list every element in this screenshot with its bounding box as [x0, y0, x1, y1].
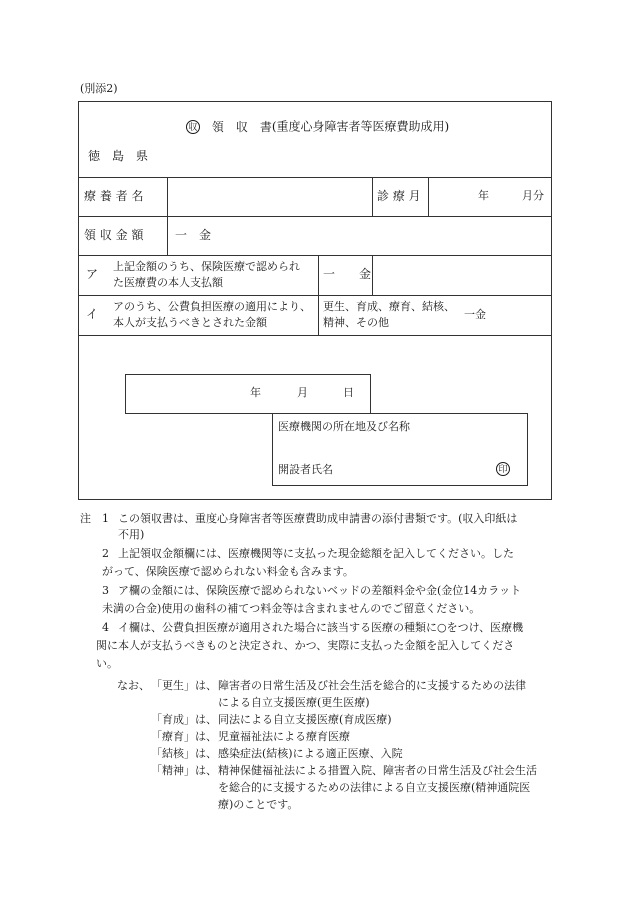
visit-month-divider-left	[372, 177, 373, 216]
visit-month-suffix: 月分	[522, 189, 544, 202]
received-amount-prefix: 一 金	[175, 228, 212, 242]
date-month-label: 月	[297, 386, 308, 399]
table-rule-4	[78, 295, 552, 296]
patient-name-field[interactable]	[172, 190, 368, 206]
def-seishin-term: 「精神」は、	[151, 764, 217, 777]
row-i-amount-prefix: 一金	[464, 308, 486, 321]
def-seishin-line-2: を総合的に支援するための法律による自立支援医療(精神通院医	[218, 781, 531, 794]
attachment-label: (別添2)	[80, 82, 118, 95]
received-amount-label: 領 収 金 額	[84, 228, 144, 242]
def-kekkaku-term: 「結核」は、	[151, 747, 217, 760]
seal-mark-text: 印	[496, 462, 510, 476]
def-seishin-line-1: 精神保健福祉法による措置入院、障害者の日常生活及び社会生活	[218, 764, 537, 777]
row-a-right-divider	[372, 255, 373, 295]
institution-label: 医療機関の所在地及び名称	[278, 420, 410, 433]
row-i-line-2: 本人が支払うべきとされた金額	[113, 316, 267, 329]
row-a-line-2: た医療費の本人支払額	[113, 276, 223, 289]
patient-label-divider	[167, 177, 168, 255]
note-1-line-2: 不用)	[118, 528, 145, 541]
note-2-line-2: がって、保険医療で認められない料金も含みます。	[102, 565, 354, 578]
visit-year-label: 年	[478, 189, 489, 202]
date-year-label: 年	[250, 386, 261, 399]
note-1-line-1: この領収書は、重度心身障害者等医療費助成申請書の添付書類です。(収入印紙は	[118, 512, 518, 525]
def-ryouiku-line-1: 児童福祉法による療育医療	[218, 730, 350, 743]
note-3-line-2: 未満の合金)使用の歯科の補てつ料金等は含まれませんのでご留意ください。	[102, 602, 481, 615]
row-i-line-1: アのうち、公費負担医療の適用により、	[113, 300, 311, 313]
note-3-line-1: ア欄の金額には、保険医療で認められないベッドの差額料金や金(金位14カラット	[118, 584, 522, 597]
def-ikusei-line-1: 同法による自立支援医療(育成医療)	[218, 713, 392, 726]
row-i-types-line-2[interactable]: 精神、その他	[323, 316, 389, 329]
row-a-line-1: 上記金額のうち、保険医療で認められ	[113, 260, 300, 273]
notes-nao: なお、	[117, 679, 150, 692]
note-4-num: 4	[102, 621, 109, 634]
notes-head: 注	[80, 512, 91, 525]
date-day-label: 日	[343, 386, 354, 399]
row-a-marker: ア	[86, 267, 99, 281]
prefecture-label: 徳 島 県	[88, 149, 149, 163]
table-rule-5	[78, 335, 552, 336]
def-kousei-line-2: による自立支援医療(更生医療)	[218, 696, 370, 709]
title-text: 領 収 書	[211, 119, 272, 134]
seal-mark-icon	[496, 462, 510, 476]
note-2-num: 2	[102, 547, 109, 560]
def-kousei-term: 「更生」は、	[151, 679, 217, 692]
def-kekkaku-line-1: 感染症法(結核)による適正医療、入院	[218, 747, 403, 760]
row-i-marker: イ	[86, 307, 99, 321]
def-ikusei-term: 「育成」は、	[151, 713, 217, 726]
date-box	[125, 374, 371, 414]
note-1-num: 1	[102, 512, 109, 525]
title-subtitle: (重度心身障害者等医療費助成用)	[271, 119, 450, 134]
note-2-line-1: 上記領収金額欄には、医療機関等に支払った現金総額を記入してください。した	[118, 547, 514, 560]
receipt-title	[186, 120, 449, 134]
stamp-mark-icon: 収	[186, 120, 200, 134]
note-4-line-3: い。	[96, 657, 118, 670]
def-seishin-line-3: 療)のことです。	[218, 798, 299, 811]
def-ryouiku-term: 「療育」は、	[151, 730, 217, 743]
table-rule-3	[78, 255, 552, 256]
table-rule-1	[78, 177, 552, 178]
note-4-line-2: 関に本人が支払うべきものと決定され、かつ、実際に支払った金額を記入してくださ	[96, 639, 515, 652]
visit-month-label: 診 療 月	[377, 189, 421, 203]
def-kousei-line-1: 障害者の日常生活及び社会生活を総合的に支援するための法律	[218, 679, 526, 692]
row-a-amount-prefix: 一 金	[323, 267, 372, 281]
patient-name-label: 療 養 者 名	[84, 189, 144, 203]
founder-name-label: 開設者氏名	[278, 463, 333, 476]
note-4-line-1: イ欄は、公費負担医療が適用された場合に該当する医療の種類に○をつけ、医療機	[118, 621, 524, 634]
row-i-types-line-1[interactable]: 更生、育成、療育、結核、	[323, 300, 455, 313]
note-3-num: 3	[102, 584, 109, 597]
visit-month-divider-right	[428, 177, 429, 216]
row-a-amount-divider	[318, 255, 319, 335]
table-rule-2	[78, 216, 552, 217]
